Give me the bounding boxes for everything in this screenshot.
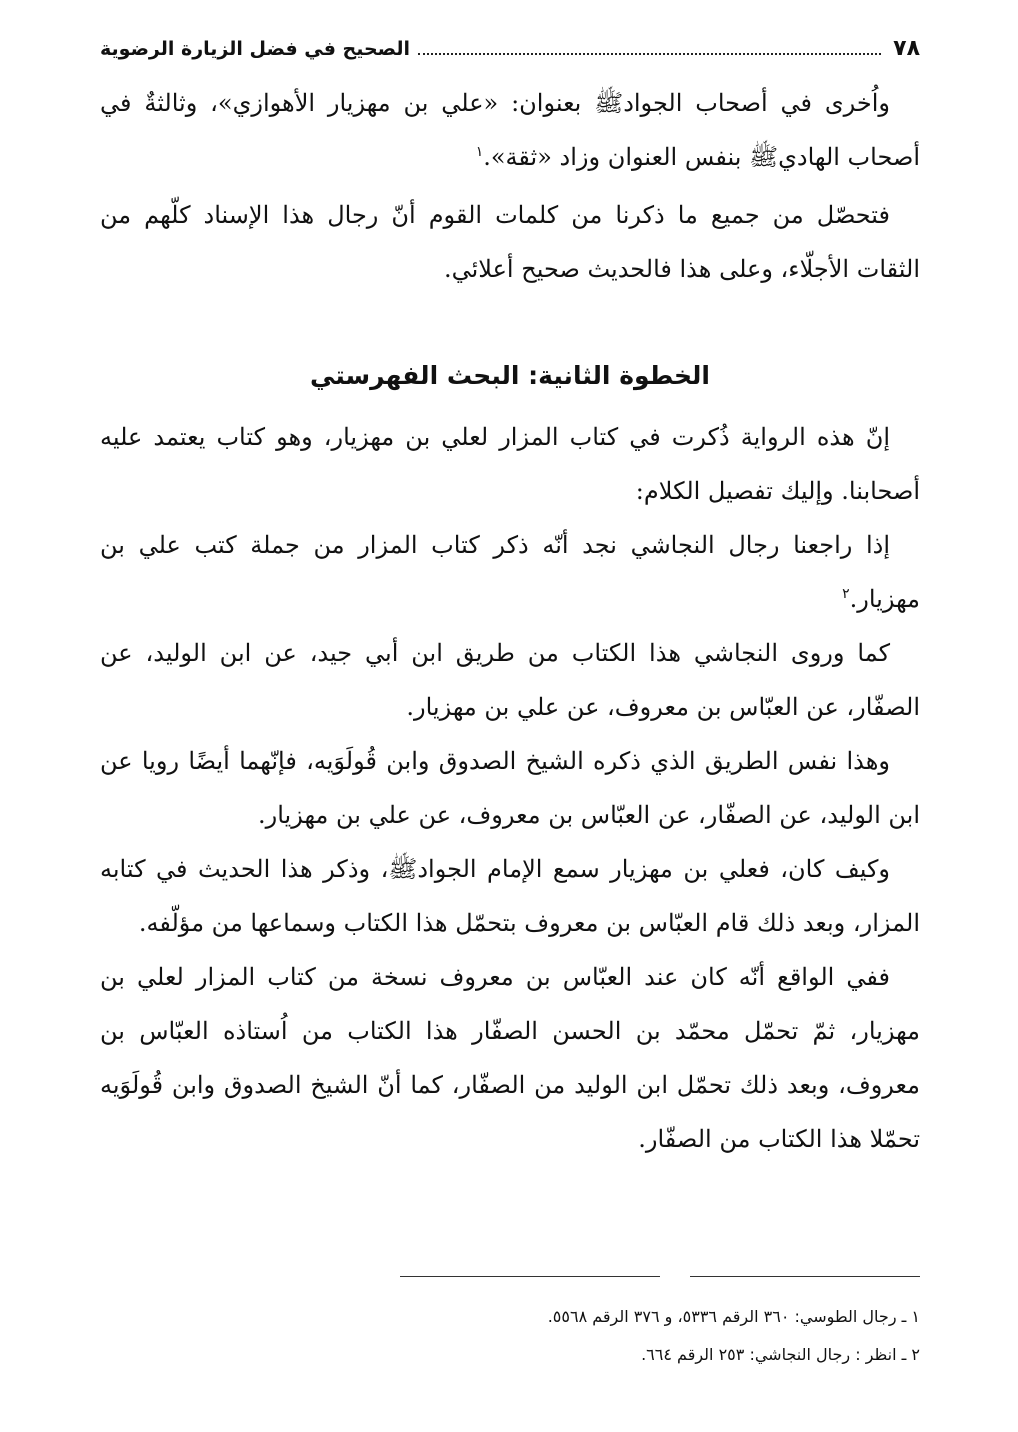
paragraph-text: إذا راجعنا رجال النجاشي نجد أنّه ذكر كتاب المزار من جملة كتب علي بن مهزيار. [100, 531, 920, 613]
running-header [100, 36, 920, 76]
paragraph-text: واُخرى في أصحاب الجوادﷺ بعنوان: «علي بن مهزيار الأهوازي»، وثالثةٌ في أصحاب الهاديﷺ بنفس العنوان وزاد «ثقة». [100, 89, 920, 171]
section-heading: الخطوة الثانية: البحث الفهرستي [310, 361, 710, 390]
paragraph: فتحصّل من جميع ما ذكرنا من كلمات القوم أنّ رجال هذا الإسناد كلّهم من الثقات الأجلّاء، وعلى هذا فالحديث صحيح أعلائي. [100, 201, 920, 283]
paragraph: ففي الواقع أنّه كان عند العبّاس بن معروف نسخة من كتاب المزار لعلي بن مهزيار، ثمّ تحمّل محمّد بن الحسن الصفّار هذا الكتاب من اُستاذه العبّاس بن معروف، وبعد ذلك تحمّل ابن الوليد من الصفّار، كما أنّ الشيخ الصدوق وابن قُولَوَيه تحمّلا هذا الكتاب من الصفّار. [100, 963, 920, 1153]
paragraph [100, 76, 920, 184]
footnote-ref: ٢ [842, 586, 850, 602]
paragraph: وهذا نفس الطريق الذي ذكره الشيخ الصدوق وابن قُولَوَيه، فإنّهما أيضًا رويا عن ابن الوليد، عن الصفّار، عن العبّاس بن معروف، عن علي بن مهزيار. [100, 747, 920, 829]
footnotes [100, 1298, 920, 1374]
page-number: ٧٨ [893, 36, 920, 61]
footnote-separator [400, 1276, 660, 1277]
footnote: ١ ـ رجال الطوسي: ٣٦٠ الرقم ٥٣٣٦، و ٣٧٦ الرقم ٥٥٦٨. [547, 1307, 920, 1326]
header-dot-leader [418, 39, 881, 55]
footnote: ٢ ـ انظر : رجال النجاشي: ٢٥٣ الرقم ٦٦٤. [641, 1345, 920, 1364]
paragraph: وكيف كان، فعلي بن مهزيار سمع الإمام الجوادﷺ، وذكر هذا الحديث في كتابه المزار، وبعد ذلك قام العبّاس بن معروف بتحمّل هذا الكتاب وسماعها من مؤلّفه. [100, 855, 920, 937]
footnote-separator [690, 1276, 920, 1277]
paragraph: كما وروى النجاشي هذا الكتاب من طريق ابن أبي جيد، عن ابن الوليد، عن الصفّار، عن العبّاس بن معروف، عن علي بن مهزيار. [100, 639, 920, 721]
paragraph: إنّ هذه الرواية ذُكرت في كتاب المزار لعلي بن مهزيار، وهو كتاب يعتمد عليه أصحابنا. وإليك تفصيل الكلام: [100, 423, 920, 505]
document-page [100, 36, 920, 1406]
main-text [100, 76, 920, 1166]
footnote-ref: ١ [475, 144, 484, 160]
paragraph [100, 518, 920, 626]
running-title: الصحيح في فضل الزيارة الرضوية [100, 38, 411, 60]
